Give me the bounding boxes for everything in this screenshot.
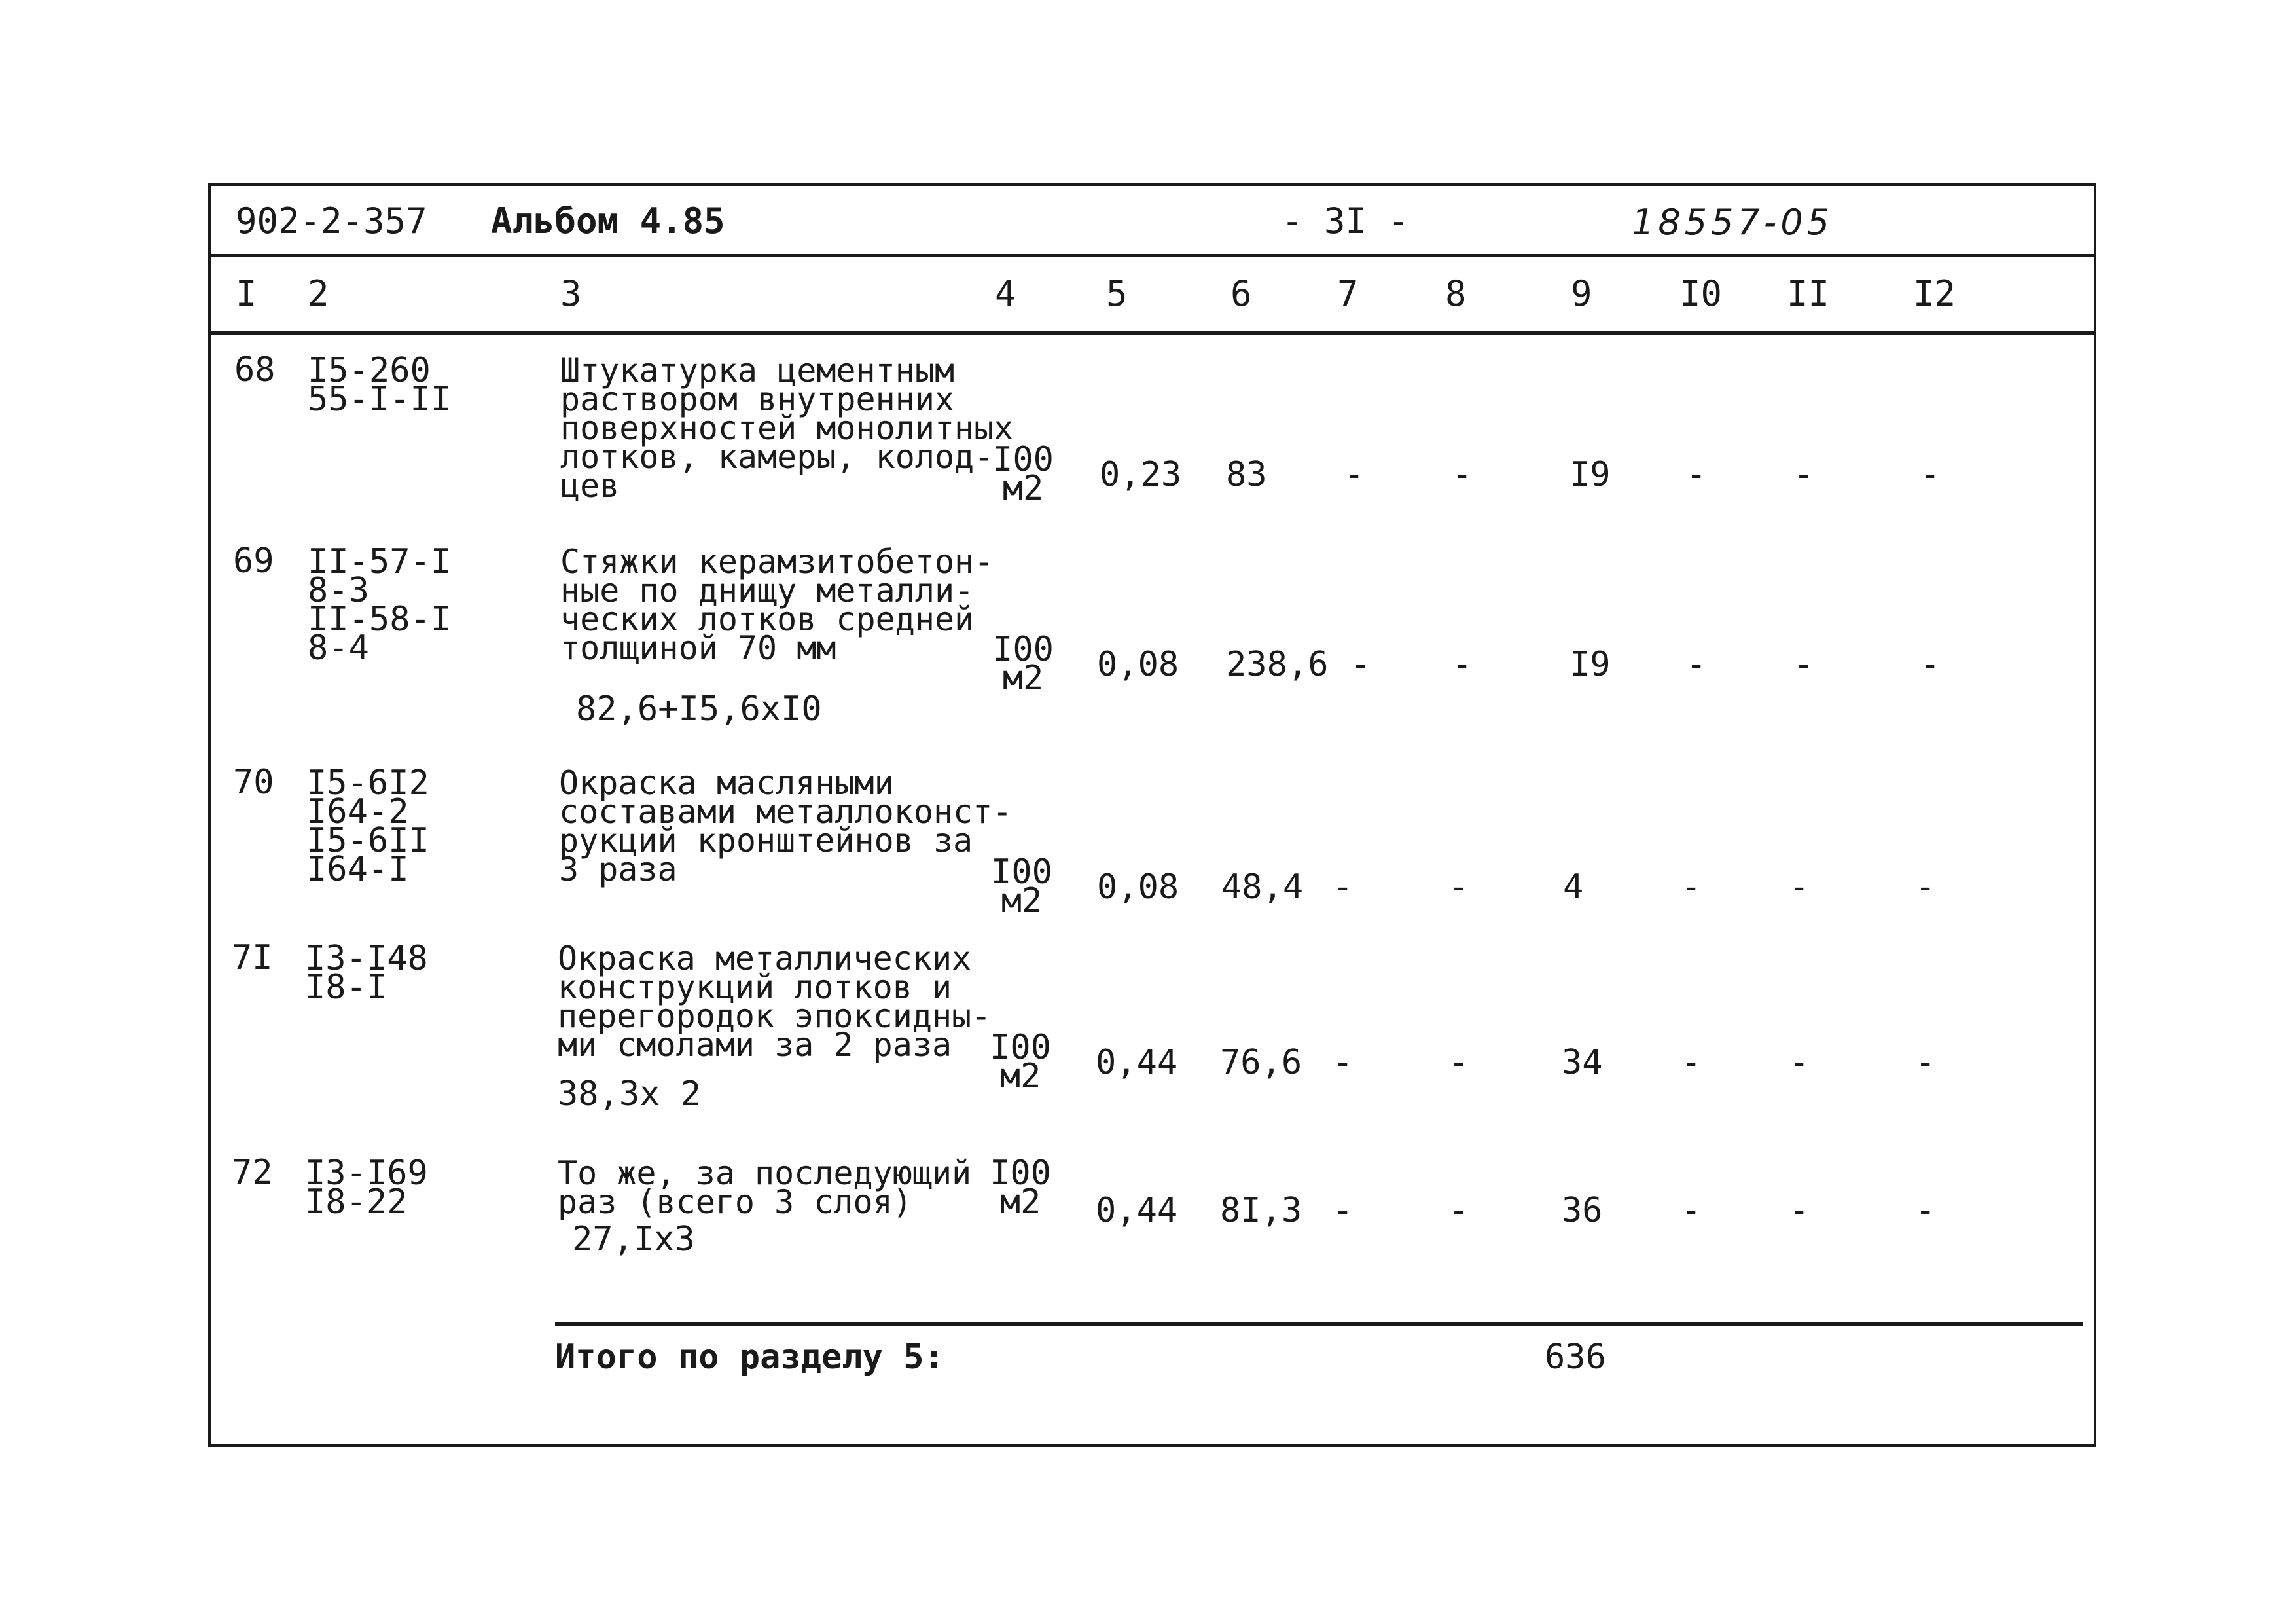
row-unit: I00 м2 xyxy=(990,1154,1051,1222)
col-header-5: 5 xyxy=(1106,273,1128,314)
row-col11: - xyxy=(1793,645,1814,684)
row-description: То же, за последующий раз (всего 3 слоя) xyxy=(558,1154,972,1221)
album-title: Альбом 4.85 xyxy=(491,200,725,242)
row-code: I3-I48 I8-I xyxy=(305,939,428,1007)
row-col6: 76,6 xyxy=(1220,1043,1302,1082)
row-number: 72 xyxy=(232,1153,273,1192)
row-col10: - xyxy=(1686,645,1707,684)
row-col10: - xyxy=(1681,1191,1702,1230)
row-col6: 48,4 xyxy=(1221,867,1304,907)
row-col5: 0,23 xyxy=(1100,455,1182,494)
row-unit: I00 м2 xyxy=(990,1028,1051,1096)
row-calc: 27,Ix3 xyxy=(572,1220,695,1259)
row-number: 69 xyxy=(233,541,274,581)
row-description: Штукатурка цементным раствором внутренних поверхностей монолитных лотков, камеры, колод- цев xyxy=(560,352,1014,505)
col-header-2: 2 xyxy=(308,273,329,314)
col-header-1: I xyxy=(236,273,257,314)
row-col7: - xyxy=(1333,1043,1354,1082)
row-col5: 0,44 xyxy=(1096,1191,1178,1230)
row-col7: - xyxy=(1350,645,1371,684)
row-col11: - xyxy=(1789,1191,1810,1230)
row-col11: - xyxy=(1789,867,1810,907)
row-number: 70 xyxy=(233,763,274,802)
row-description: Окраска масляными составами металлоконст- рукций кронштейнов за 3 раза xyxy=(559,764,1013,888)
row-col12: - xyxy=(1915,1043,1936,1082)
row-col9: 36 xyxy=(1562,1191,1603,1230)
row-unit: I00 м2 xyxy=(992,440,1054,508)
total-divider xyxy=(555,1322,2083,1326)
inventory-number: 18557-05 xyxy=(1632,202,1833,243)
row-col8: - xyxy=(1448,1043,1469,1082)
page-number: - 3I - xyxy=(1282,200,1410,242)
row-col10: - xyxy=(1681,1043,1702,1082)
row-col10: - xyxy=(1686,455,1707,494)
col-header-3: 3 xyxy=(560,273,582,314)
row-col9: I9 xyxy=(1570,455,1611,494)
col-header-12: I2 xyxy=(1913,273,1956,314)
row-col7: - xyxy=(1333,867,1354,907)
frame-left-border xyxy=(208,183,211,1447)
col-header-9: 9 xyxy=(1571,273,1592,314)
row-number: 7I xyxy=(232,938,273,977)
row-calc: 38,3x 2 xyxy=(558,1074,702,1114)
row-col12: - xyxy=(1920,455,1941,494)
col-header-11: II xyxy=(1787,273,1830,314)
row-code: I5-6I2 I64-2 I5-6II I64-I xyxy=(306,763,429,889)
row-col8: - xyxy=(1448,1191,1469,1230)
row-col9: I9 xyxy=(1570,645,1611,684)
row-col7: - xyxy=(1344,455,1365,494)
row-unit: I00 м2 xyxy=(992,630,1054,698)
col-header-6: 6 xyxy=(1230,273,1252,314)
row-col6: 8I,3 xyxy=(1220,1191,1302,1230)
row-calc: 82,6+I5,6xI0 xyxy=(576,689,822,729)
document-frame xyxy=(208,183,2096,1447)
row-code: I3-I69 I8-22 xyxy=(305,1154,428,1222)
col-header-7: 7 xyxy=(1337,273,1359,314)
row-col11: - xyxy=(1793,455,1814,494)
total-label: Итого по разделу 5: xyxy=(555,1338,944,1377)
frame-right-border xyxy=(2094,183,2096,1447)
row-col12: - xyxy=(1915,867,1936,907)
col-header-10: I0 xyxy=(1679,273,1723,314)
total-value: 636 xyxy=(1545,1338,1606,1377)
row-col6: 83 xyxy=(1226,455,1267,494)
row-col8: - xyxy=(1452,455,1473,494)
frame-top-border xyxy=(208,183,2096,186)
row-col9: 34 xyxy=(1562,1043,1603,1082)
row-col5: 0,08 xyxy=(1097,645,1179,684)
col-header-8: 8 xyxy=(1445,273,1467,314)
row-col5: 0,44 xyxy=(1096,1043,1178,1082)
row-col6: 238,6 xyxy=(1226,645,1329,684)
row-code: II-57-I 8-3 II-58-I 8-4 xyxy=(308,542,452,668)
row-col12: - xyxy=(1920,645,1941,684)
row-col12: - xyxy=(1915,1191,1936,1230)
doc-code: 902-2-357 xyxy=(236,200,427,242)
row-col5: 0,08 xyxy=(1097,867,1179,907)
row-col8: - xyxy=(1452,645,1473,684)
row-code: I5-260 55-I-II xyxy=(308,351,452,419)
row-col10: - xyxy=(1681,867,1702,907)
row-col7: - xyxy=(1333,1191,1354,1230)
row-col8: - xyxy=(1448,867,1469,907)
row-description: Стяжки керамзитобетон- ные по днищу металли- ческих лотков средней толщиной 70 мм xyxy=(560,543,994,667)
frame-bottom-border xyxy=(208,1444,2096,1447)
row-col9: 4 xyxy=(1563,867,1584,907)
col-header-4: 4 xyxy=(995,273,1016,314)
row-description: Окраска металлических конструкций лотков и перегородок эпоксидны- ми смолами за 2 раза xyxy=(558,939,992,1064)
row-col11: - xyxy=(1789,1043,1810,1082)
row-number: 68 xyxy=(234,350,276,390)
row-unit: I00 м2 xyxy=(991,852,1052,921)
header-divider xyxy=(208,254,2096,257)
column-header-divider xyxy=(208,331,2096,335)
